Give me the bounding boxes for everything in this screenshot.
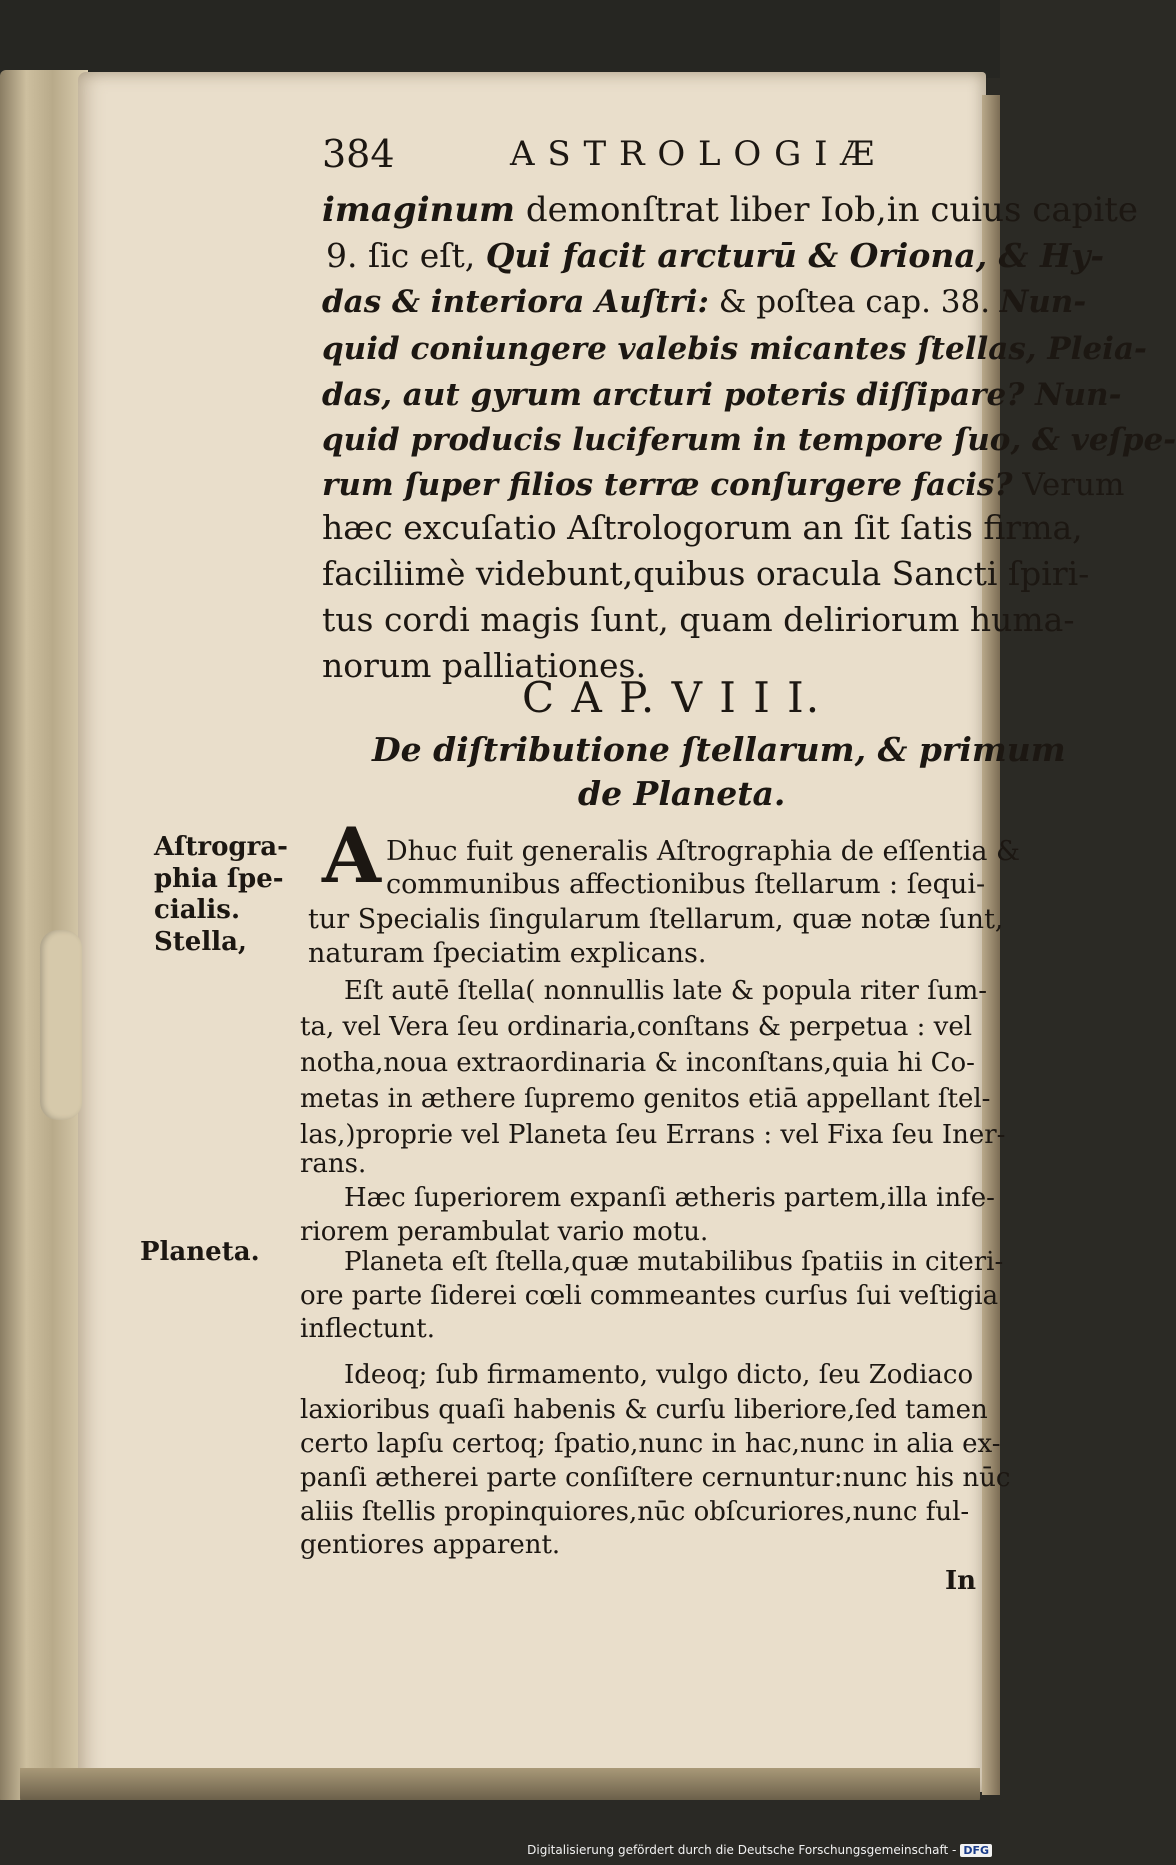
text-line: notha,noua extraordinaria & inconſtans,quia hi Co- [300, 1048, 975, 1078]
digitization-credit [527, 1843, 992, 1857]
text-line: ore parte ſiderei cœli commeantes curſus ſui veſtigia [300, 1281, 999, 1311]
margin-note: Aſtrogra- [154, 832, 288, 862]
text-line: rum ſuper filios terræ conſurgere facis? Verum [322, 467, 1125, 503]
margin-note: cialis. [154, 895, 240, 925]
page-fold [40, 930, 82, 1120]
text-line: faciliimè videbunt,quibus oracula Sancti ſpiri- [322, 554, 1090, 593]
margin-note: phia ſpe- [154, 864, 284, 894]
drop-cap: A [322, 811, 381, 900]
text-line: laxioribus quaſi habenis & curſu liberiore,ſed tamen [300, 1395, 988, 1425]
text-line: Planeta eſt ſtella,quæ mutabilibus ſpatiis in citeri- [344, 1247, 1004, 1277]
text-line: inflectunt. [300, 1314, 436, 1344]
text-line: tur Specialis ſingularum ſtellarum, quæ notæ ſunt, [308, 904, 1004, 935]
text-line: Eſt autē ſtella( nonnullis late & popula riter ſum- [344, 976, 988, 1006]
text-line: hæc excuſatio Aſtrologorum an ſit ſatis firma, [322, 508, 1083, 547]
text-line: Ideoq; ſub firmamento, vulgo dicto, ſeu Zodiaco [344, 1360, 974, 1390]
text-line: Dhuc fuit generalis Aſtrographia de eſſentia & [386, 836, 1021, 867]
text-line: Hæc ſuperiorem expanſi ætheris partem,illa infe- [344, 1183, 995, 1213]
text-line: 9. ſic eſt, Qui facit arcturū & Oriona, & Hy- [326, 236, 1105, 275]
running-title: A S T R O L O G I Æ [510, 134, 876, 174]
text-line: imaginum demonſtrat liber Iob,in cuius capite [322, 190, 1139, 230]
margin-note: Planeta. [140, 1237, 260, 1267]
text-line: rans. [300, 1149, 367, 1179]
credit-text: Digitalisierung gefördert durch die Deutsche Forschungsgemeinschaft - [527, 1843, 957, 1857]
chapter-subtitle: de Planeta. [578, 774, 786, 813]
text-line: panſi ætherei parte conſiſtere cernuntur:nunc his nūc [300, 1463, 1011, 1493]
text-line: ta, vel Vera ſeu ordinaria,conſtans & perpetua : vel [300, 1012, 973, 1042]
text-line: quid coniungere valebis micantes ſtellas, Pleia- [322, 331, 1147, 367]
scan-background-top [0, 0, 1000, 78]
text-line: las,)proprie vel Planeta ſeu Errans : vel Fixa ſeu Iner- [300, 1120, 1006, 1150]
text-line: quid producis luciferum in tempore ſuo, & veſpe- [322, 422, 1176, 458]
text-line: certo lapſu certoq; ſpatio,nunc in hac,nunc in alia ex- [300, 1429, 1001, 1459]
text-line: aliis ſtellis propinquiores,nūc obſcuriores,nunc ful- [300, 1497, 970, 1527]
text-line: riorem perambulat vario motu. [300, 1217, 709, 1247]
catchword: In [945, 1566, 977, 1596]
text-line: tus cordi magis ſunt, quam deliriorum huma- [322, 600, 1075, 639]
text-line: norum palliationes. [322, 646, 646, 685]
text-line: communibus affectionibus ſtellarum : ſequi- [386, 869, 986, 900]
text-line: das, aut gyrum arcturi poteris diſſipare? Nun- [322, 377, 1122, 413]
text-line: metas in æthere ſupremo genitos etiā appellant ſtel- [300, 1084, 991, 1114]
dfg-logo: DFG [960, 1844, 992, 1857]
text-line: gentiores apparent. [300, 1530, 561, 1560]
margin-note: Stella, [154, 927, 247, 957]
chapter-heading: C A P. V I I I. [522, 673, 822, 722]
chapter-subtitle: De diſtributione ſtellarum, & primum [372, 730, 1066, 769]
page-number: 384 [322, 132, 395, 176]
text-line: naturam ſpeciatim explicans. [308, 938, 707, 969]
text-line: das & interiora Auſtri: & poſtea cap. 38. Nun- [322, 284, 1087, 320]
